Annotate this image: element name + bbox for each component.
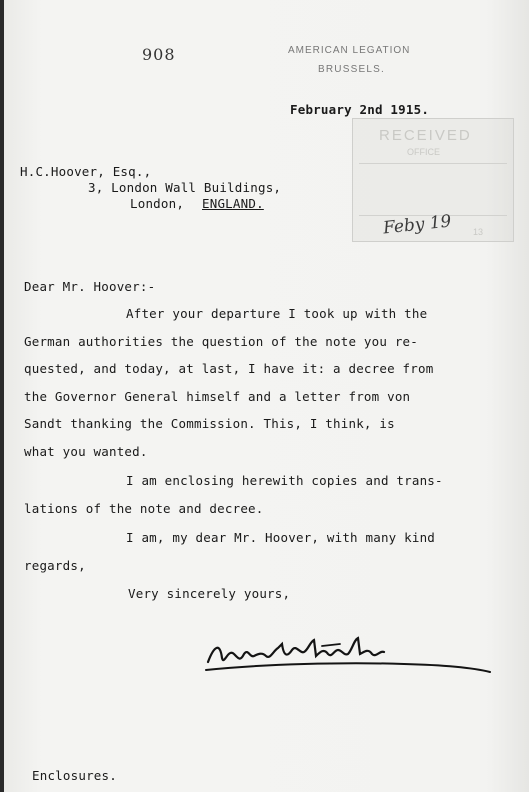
handwritten-signature bbox=[204, 628, 494, 680]
body-line: lations of the note and decree. bbox=[24, 501, 264, 516]
recipient-name: H.C.Hoover, Esq., bbox=[20, 164, 152, 179]
letterhead-line1: AMERICAN LEGATION bbox=[288, 45, 411, 56]
body-line: what you wanted. bbox=[24, 444, 148, 459]
letterhead-line2: BRUSSELS. bbox=[318, 64, 385, 75]
stamp-office: OFFICE bbox=[407, 147, 440, 157]
recipient-country: ENGLAND. bbox=[202, 196, 264, 211]
recipient-city: London, bbox=[130, 196, 185, 211]
salutation: Dear Mr. Hoover:- bbox=[24, 279, 156, 294]
body-line: regards, bbox=[24, 558, 86, 573]
stamp-title: RECEIVED bbox=[379, 127, 472, 144]
body-line: German authorities the question of the note you re- bbox=[24, 334, 419, 349]
received-stamp bbox=[352, 118, 514, 242]
body-line: I am, my dear Mr. Hoover, with many kind bbox=[126, 530, 436, 545]
body-line: After your departure I took up with the bbox=[126, 306, 428, 321]
body-line: quested, and today, at last, I have it: a decree from bbox=[24, 361, 434, 376]
page-edge-shadow bbox=[0, 0, 4, 792]
body-line: the Governor General himself and a letter from von bbox=[24, 389, 411, 404]
body-line: Sandt thanking the Commission. This, I think, is bbox=[24, 416, 395, 431]
file-number: 908 bbox=[142, 45, 176, 64]
body-line: I am enclosing herewith copies and trans- bbox=[126, 473, 443, 488]
recipient-street: 3, London Wall Buildings, bbox=[88, 180, 282, 195]
enclosures-note: Enclosures. bbox=[32, 768, 117, 783]
closing: Very sincerely yours, bbox=[128, 586, 291, 601]
letter-date: February 2nd 1915. bbox=[290, 102, 430, 117]
stamp-number: 13 bbox=[473, 227, 484, 237]
stamp-handwritten-date: Feby 19 bbox=[382, 211, 453, 239]
